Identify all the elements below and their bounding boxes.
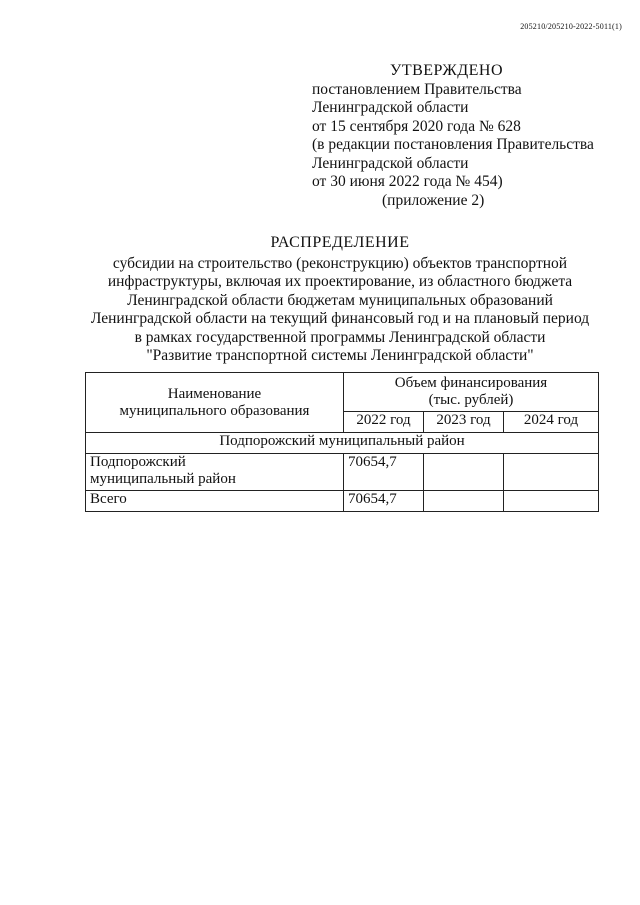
column-header-name: Наименование муниципального образования <box>86 373 344 433</box>
row-value-2023 <box>424 454 504 491</box>
approval-block <box>312 62 612 210</box>
table-row <box>86 454 599 491</box>
year-header-2024: 2024 год <box>504 412 599 433</box>
approval-line: Ленинградской области <box>312 154 469 172</box>
total-value-2023 <box>424 491 504 512</box>
total-label: Всего <box>86 491 344 512</box>
section-label: Подпорожский муниципальный район <box>86 433 599 454</box>
total-row <box>86 491 599 512</box>
approval-line: от 15 сентября 2020 года № 628 <box>312 117 521 135</box>
title-line: субсидии на строительство (реконструкцию) объектов транспортной <box>112 254 568 272</box>
column-header-volume: Объем финансирования (тыс. рублей) <box>344 373 599 412</box>
approval-line: (в редакции постановления Правительства <box>312 136 594 153</box>
row-value-2022: 70654,7 <box>344 454 424 491</box>
title-line: "Развитие транспортной системы Ленинградской области" <box>146 347 534 364</box>
financing-table <box>85 372 599 512</box>
year-header-2023: 2023 год <box>424 412 504 433</box>
approval-line: постановлением Правительства <box>312 80 522 98</box>
document-title <box>80 234 600 366</box>
title-line: инфраструктуры, включая их проектирование, из областного бюджета <box>107 273 573 290</box>
approval-header: УТВЕРЖДЕНО <box>390 62 504 79</box>
title-line: Ленинградской области бюджетам муниципальных образований <box>127 291 553 309</box>
row-value-2024 <box>504 454 599 491</box>
total-value-2022: 70654,7 <box>344 491 424 512</box>
title-line: в рамках государственной программы Ленинградской области <box>134 328 546 346</box>
year-header-2022: 2022 год <box>344 412 424 433</box>
row-name: Подпорожский муниципальный район <box>86 454 344 491</box>
title-heading: РАСПРЕДЕЛЕНИЕ <box>270 234 410 251</box>
title-line: Ленинградской области на текущий финансовый год и на плановый период <box>90 310 590 327</box>
table-header-row <box>86 373 599 412</box>
approval-line: от 30 июня 2022 года № 454) <box>312 173 503 190</box>
section-row <box>86 433 599 454</box>
appendix-label: (приложение 2) <box>382 191 485 209</box>
document-id: 205210/205210-2022-5011(1) <box>520 22 622 31</box>
total-value-2024 <box>504 491 599 512</box>
approval-line: Ленинградской области <box>312 99 469 116</box>
